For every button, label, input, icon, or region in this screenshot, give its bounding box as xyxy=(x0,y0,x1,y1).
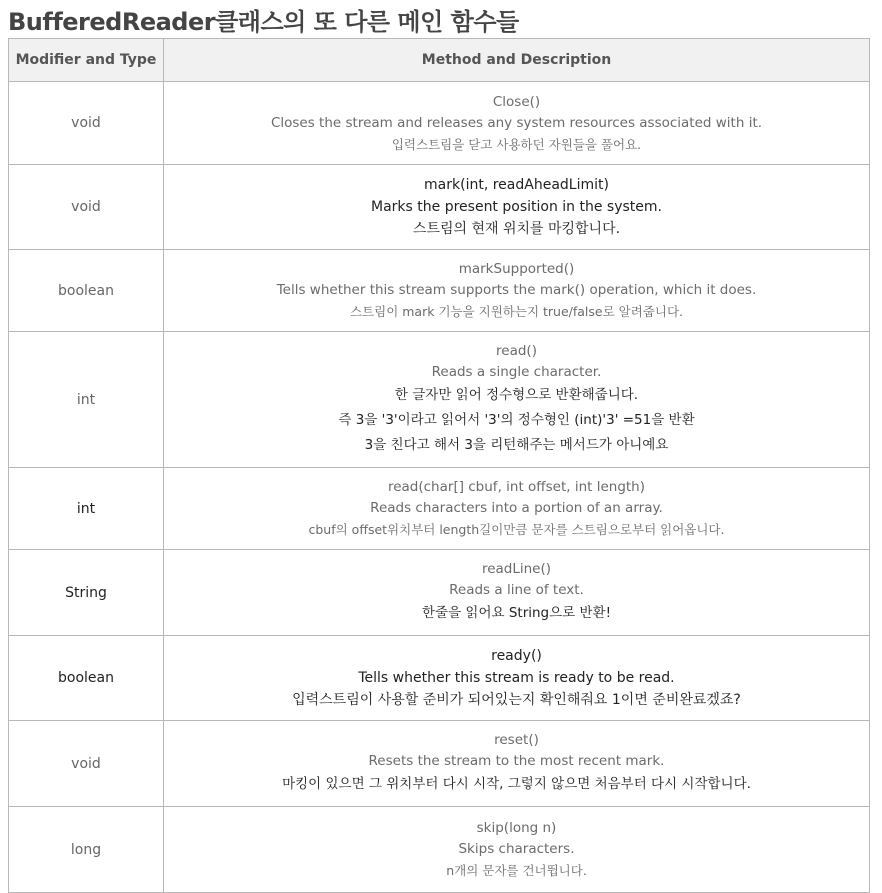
table-row xyxy=(9,332,870,468)
return-type: boolean xyxy=(9,636,164,721)
method-description: Skips characters. xyxy=(458,841,575,857)
return-type: int xyxy=(9,332,164,468)
method-signature: Close() xyxy=(492,93,541,110)
return-type: String xyxy=(9,550,164,636)
method-description: Tells whether this stream is ready to be read. xyxy=(358,670,675,686)
method-signature: read(char[] cbuf, int offset, int length) xyxy=(387,479,646,495)
method-cell xyxy=(164,807,870,893)
page-title: BufferedReader클래스의 또 다른 메인 함수들 xyxy=(8,8,519,36)
method-signature: readLine() xyxy=(481,561,552,577)
method-signature: ready() xyxy=(491,648,542,664)
method-description: Tells whether this stream supports the mark() operation, which it does. xyxy=(276,282,757,298)
method-cell xyxy=(164,250,870,332)
table-row xyxy=(9,636,870,721)
table-row xyxy=(9,165,870,250)
method-cell xyxy=(164,721,870,807)
method-note: 스트림이 mark 기능을 지원하는지 true/false로 알려줍니다. xyxy=(349,304,683,319)
method-cell xyxy=(164,165,870,250)
method-cell xyxy=(164,332,870,468)
return-type: boolean xyxy=(9,250,164,332)
method-signature: markSupported() xyxy=(458,261,575,277)
method-note: 한 글자만 읽어 정수형으로 반환해줍니다. xyxy=(394,387,639,403)
method-note: 입력스트림을 닫고 사용하던 자원들을 풀어요. xyxy=(391,136,642,152)
return-type: void xyxy=(9,165,164,250)
table-row xyxy=(9,250,870,332)
return-type: long xyxy=(9,807,164,893)
return-type: void xyxy=(9,721,164,807)
method-signature: read() xyxy=(496,343,537,359)
method-description: Closes the stream and releases any system resources associated with it. xyxy=(270,114,763,131)
method-description: Marks the present position in the system. xyxy=(371,199,662,215)
method-note: 스트림의 현재 위치를 마킹합니다. xyxy=(412,221,621,237)
method-note: n개의 문자를 건너뜁니다. xyxy=(446,863,587,878)
table-header-row xyxy=(9,39,870,82)
method-signature: reset() xyxy=(494,732,539,748)
return-type: void xyxy=(9,82,164,165)
method-description: Reads a line of text. xyxy=(449,582,584,598)
method-note: 즉 3을 '3'이라고 읽어서 '3'의 정수형인 (int)'3' =51을 반환 xyxy=(338,412,695,428)
method-note: 3을 친다고 해서 3을 리턴해주는 메서드가 아니예요 xyxy=(364,437,669,453)
method-note: 마킹이 있으면 그 위치부터 다시 시작, 그렇지 않으면 처음부터 다시 시작합니다. xyxy=(282,776,751,792)
table-row xyxy=(9,550,870,636)
method-cell xyxy=(164,468,870,550)
column-header-method: Method and Description xyxy=(164,39,870,82)
column-header-type: Modifier and Type xyxy=(9,39,164,82)
method-signature: skip(long n) xyxy=(476,820,557,836)
method-note: 입력스트림이 사용할 준비가 되어있는지 확인해줘요 1이면 준비완료겠죠? xyxy=(292,692,741,708)
method-signature: mark(int, readAheadLimit) xyxy=(424,177,609,193)
method-cell xyxy=(164,82,870,165)
method-description: Reads a single character. xyxy=(431,364,602,380)
method-description: Resets the stream to the most recent mark. xyxy=(368,753,665,769)
method-cell xyxy=(164,550,870,636)
table-row xyxy=(9,82,870,165)
return-type: int xyxy=(9,468,164,550)
method-cell xyxy=(164,636,870,721)
table-row xyxy=(9,468,870,550)
method-note: cbuf의 offset위치부터 length길이만큼 문자를 스트림으로부터 읽어옵니다. xyxy=(308,522,725,537)
table-row xyxy=(9,721,870,807)
method-description: Reads characters into a portion of an array. xyxy=(370,500,663,516)
methods-table xyxy=(8,38,870,893)
method-note: 한줄을 읽어요 String으로 반환! xyxy=(422,605,611,621)
table-row xyxy=(9,807,870,893)
